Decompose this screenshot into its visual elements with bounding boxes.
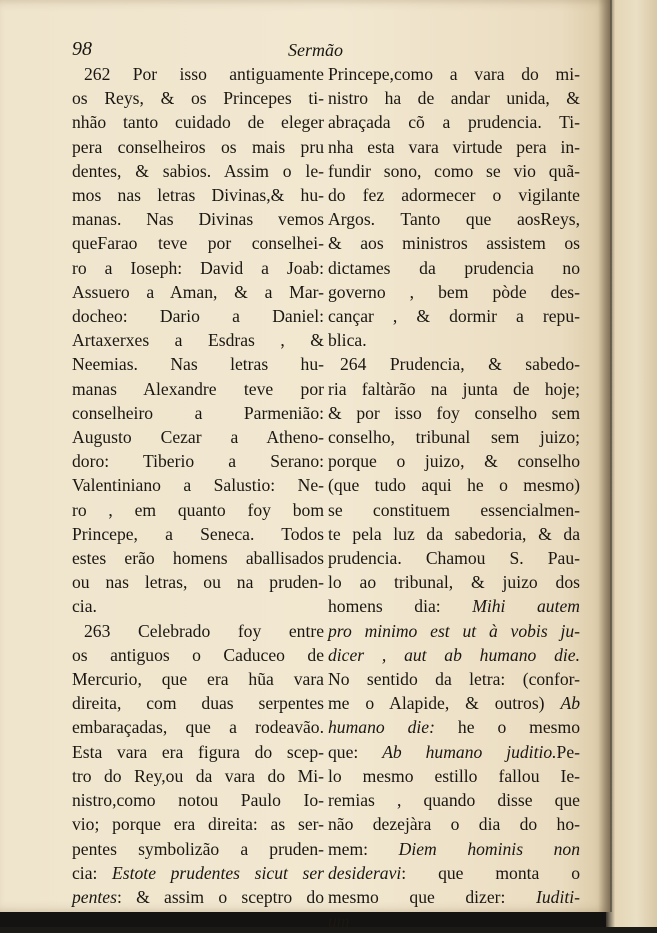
text-line: [328, 328, 580, 352]
text-line: [72, 449, 324, 473]
line-text: Esta vara era figura do scep-: [72, 741, 324, 762]
line-text: Valentiniano a Salustio: Ne-: [72, 475, 324, 496]
line-text: Argos. Tanto que aosReys,: [328, 209, 580, 230]
text-line: [72, 62, 324, 86]
line-text: doro: Tiberio a Serano:: [72, 451, 324, 472]
line-text: Assuero a Aman, & a Mar-: [72, 281, 324, 302]
gutter-shadow: [598, 0, 612, 912]
line-text: pera conselheiros os mais pru: [72, 136, 324, 157]
line-text: conselheiro a Parmenião:: [72, 402, 324, 423]
text-line: [328, 570, 580, 594]
text-line: [328, 352, 580, 376]
text-line: [328, 135, 580, 159]
line-text: remias , quando disse que: [328, 790, 580, 811]
text-line: [72, 643, 324, 667]
latin-quote: Ab: [560, 693, 580, 714]
line-text: ria faltàrão na junta de hoje;: [328, 378, 580, 399]
text-line: [72, 812, 324, 836]
text-line: [328, 837, 580, 861]
text-line: [72, 425, 324, 449]
text-line: [328, 183, 580, 207]
line-text: nistro,como notou Paulo Io-: [72, 790, 324, 811]
text-line: [72, 691, 324, 715]
text-line: [328, 377, 580, 401]
text-line: [328, 304, 580, 328]
line-text: queFarao teve por conselhei-: [72, 233, 324, 254]
line-text: fundir sono, como se vio quã-: [328, 160, 580, 181]
line-text: blica.: [328, 330, 367, 351]
text-line: [72, 473, 324, 497]
text-line: [328, 643, 580, 667]
line-text: 264 Prudencia, & sabedo-: [340, 354, 580, 375]
text-line: [72, 788, 324, 812]
latin-quote: Ab humano juditio.: [382, 741, 557, 762]
text-line: [72, 837, 324, 861]
line-text: estes erão homens aballisados: [72, 548, 324, 569]
text-line: [72, 110, 324, 134]
text-line: [72, 135, 324, 159]
text-line: [72, 667, 324, 691]
text-line: [72, 522, 324, 546]
latin-quote: pro minimo est ut à vobis ju-: [328, 620, 580, 641]
line-text: porque o juizo, & conselho: [328, 451, 580, 472]
line-text: conselho, tribunal sem juizo;: [328, 427, 580, 448]
text-line: [328, 110, 580, 134]
line-text: os antiguos o Caduceo de: [72, 644, 324, 665]
latin-quote: dicer , aut ab humano die.: [328, 644, 580, 665]
text-line: [328, 498, 580, 522]
line-text: te pela luz da sabedoria, & da: [328, 523, 580, 544]
text-line: [328, 740, 580, 764]
text-line: [72, 207, 324, 231]
text-line: [328, 86, 580, 110]
line-text: dentes, & sabios. Assim o le-: [72, 160, 324, 181]
line-text: & por isso foy conselho sem: [328, 402, 580, 423]
text-line: [72, 546, 324, 570]
line-text: nhão tanto cuidado de eleger: [72, 112, 324, 133]
line-text: nistro ha de andar unida, &: [328, 88, 580, 109]
line-text: embaraçadas, que a rodeavão.: [72, 717, 324, 738]
text-line: [328, 401, 580, 425]
text-line: [328, 764, 580, 788]
text-line: [72, 401, 324, 425]
line-text: Artaxerxes a Esdras , &: [72, 330, 324, 351]
line-text: mos nas letras Divinas,& hu-: [72, 185, 324, 206]
text-line: [72, 280, 324, 304]
text-line: [328, 546, 580, 570]
text-line: [328, 885, 580, 909]
text-line: [72, 377, 324, 401]
text-line: [72, 619, 324, 643]
line-text: cançar , & dormir a repu-: [328, 306, 580, 327]
text-line: [328, 788, 580, 812]
text-line: [72, 328, 324, 352]
facing-page-edge: [606, 0, 657, 927]
line-text: pentes symbolizão a pruden-: [72, 838, 324, 859]
text-line: [328, 159, 580, 183]
line-text: governo , bem pòde des-: [328, 281, 580, 302]
text-line: [72, 159, 324, 183]
line-text: 262 Por isso antiguamente: [84, 64, 324, 84]
line-text: he o mesmo: [434, 717, 580, 738]
text-line: [72, 740, 324, 764]
line-text: vio; porque era direita: as ser-: [72, 814, 324, 835]
text-line: [72, 86, 324, 110]
line-text: lo ao tribunal, & juizo dos: [328, 572, 580, 593]
text-line: [72, 715, 324, 739]
line-text: cia:: [72, 862, 113, 883]
line-text: que:: [328, 741, 383, 762]
line-text: No sentido da letra: (confor-: [328, 669, 580, 690]
page-header: [72, 38, 572, 64]
text-line: [328, 425, 580, 449]
line-text: manas. Nas Divinas vemos: [72, 209, 324, 230]
text-line: [72, 570, 324, 594]
text-line: [72, 352, 324, 376]
latin-quote: humano die:: [328, 717, 435, 738]
latin-quote: pentes: [72, 886, 117, 907]
line-text: me o Alapide, & outros): [328, 693, 561, 714]
line-text: ou nas letras, ou na pruden-: [72, 572, 324, 593]
text-line: [72, 594, 324, 618]
text-line: [328, 667, 580, 691]
line-text: direita, com duas serpentes: [72, 693, 324, 714]
line-text: Mercurio, que era hũa vara: [72, 669, 324, 690]
text-line: [72, 256, 324, 280]
text-line: [328, 473, 580, 497]
line-text: abraçada cõ a prudencia. Ti-: [328, 112, 580, 133]
text-line: [328, 62, 580, 86]
line-text: mem:: [328, 838, 399, 859]
text-line: [328, 522, 580, 546]
text-line: [328, 594, 580, 618]
line-text: & aos ministros assistem os: [328, 233, 580, 254]
text-line: [328, 861, 580, 885]
latin-quote: Estote prudentes sicut ser: [112, 862, 325, 883]
left-text-column: [72, 62, 324, 909]
text-line: [328, 909, 580, 933]
line-text: : & assim o sceptro do: [116, 886, 324, 907]
text-line: [328, 280, 580, 304]
line-text: Augusto Cezar a Atheno-: [72, 427, 324, 448]
latin-quote: um: [328, 911, 350, 932]
text-line: [72, 764, 324, 788]
line-text: ro , em quanto foy bom: [72, 499, 324, 520]
line-text: Princepe,como a vara do mi-: [328, 64, 580, 84]
line-text: Princepe, a Seneca. Todos: [72, 523, 324, 544]
line-text: lo mesmo estillo fallou Ie-: [328, 765, 580, 786]
text-line: [328, 449, 580, 473]
text-line: [72, 498, 324, 522]
line-text: 263 Celebrado foy entre: [84, 620, 324, 641]
latin-quote: Diem hominis non: [398, 838, 580, 859]
line-text: dictames da prudencia no: [328, 257, 580, 278]
text-line: [328, 231, 580, 255]
line-text: do fez adormecer o vigilante: [328, 185, 580, 206]
text-line: [328, 207, 580, 231]
line-text: prudencia. Chamou S. Pau-: [328, 548, 580, 569]
line-text: não dezejàra o dia do ho-: [328, 814, 580, 835]
line-text: : que monta o: [401, 862, 580, 883]
line-text: nha esta vara virtude pera in-: [328, 136, 580, 157]
line-text: os Reys, & os Princepes ti-: [72, 88, 324, 109]
right-text-column: [328, 62, 580, 933]
latin-quote: desideravi: [328, 862, 402, 883]
line-text: mesmo que dizer:: [328, 886, 537, 907]
text-line: [72, 231, 324, 255]
line-text: Pe-: [556, 741, 580, 762]
running-head: Sermão: [288, 40, 343, 60]
line-text: (que tudo aqui he o mesmo): [328, 475, 580, 496]
line-text: docheo: Dario a Daniel:: [72, 306, 324, 327]
text-line: [328, 715, 580, 739]
latin-quote: Iuditi-: [536, 886, 580, 907]
text-line: [328, 256, 580, 280]
text-line: [72, 183, 324, 207]
text-line: [72, 861, 324, 885]
line-text: manas Alexandre teve por: [72, 378, 324, 399]
line-text: Neemias. Nas letras hu-: [72, 354, 324, 375]
latin-quote: Mihi autem: [472, 596, 580, 617]
page-number: 98: [72, 38, 92, 60]
text-line: [328, 619, 580, 643]
line-text: cia.: [72, 596, 97, 617]
line-text: se constituem essencialmen-: [328, 499, 580, 520]
text-line: [328, 691, 580, 715]
line-text: homens dia:: [328, 596, 473, 617]
text-line: [328, 812, 580, 836]
line-text: tro do Rey,ou da vara do Mi-: [72, 765, 324, 786]
text-line: [72, 885, 324, 909]
line-text: ro a Ioseph: David a Joab:: [72, 257, 324, 278]
text-line: [72, 304, 324, 328]
